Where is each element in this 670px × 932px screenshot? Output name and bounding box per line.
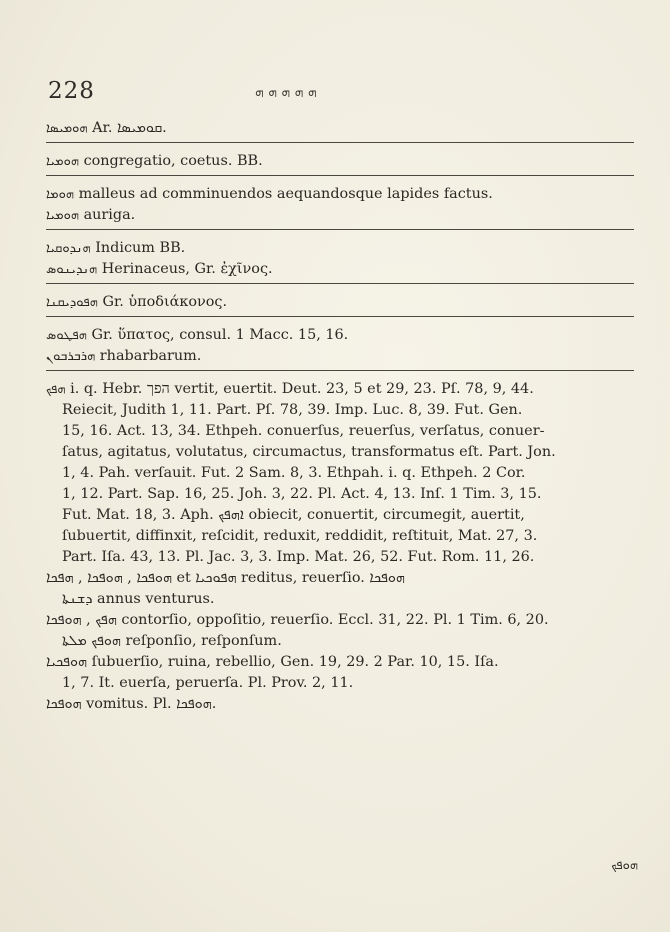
divider-rule bbox=[46, 175, 634, 176]
entry-line: Part. Iſa. 43, 13. Pl. Jac. 3, 3. Imp. Mat. 26, 52. Fut. Rom. 11, 26. bbox=[62, 549, 535, 565]
divider-rule bbox=[46, 370, 634, 371]
entry-line: ſubuertit, diffinxit, reſcidit, reduxit, reddidit, reſtituit, Mat. 27, 3. bbox=[62, 528, 538, 544]
sub-entry-line: 1, 7. It. euerſa, peruerſa. Pl. Prov. 2, 11. bbox=[62, 675, 354, 691]
entry-text: Gr. ὑποδιάκονος. bbox=[102, 294, 228, 310]
entry-line bbox=[46, 379, 636, 400]
entry-auriga bbox=[46, 205, 636, 226]
entry-line: Fut. Mat. 18, 3. Aph. ܐܗܦܟ obiecit, conuertit, circumegit, auertit, bbox=[62, 507, 525, 523]
sub-entry-line: ܕܫܢܬܐ annus venturus. bbox=[62, 591, 215, 607]
entry-line: 1, 4. Pah. verſauit. Fut. 2 Sam. 8, 3. Ethpah. i. q. Ethpeh. 2 Cor. bbox=[62, 465, 526, 481]
entry-line: 1, 12. Part. Sap. 16, 25. Joh. 3, 22. Pl. Act. 4, 13. Inſ. 1 Tim. 3, 15. bbox=[62, 486, 542, 502]
sub-entry-line: ܗܘܦܟ ܡܠܬܐ reſponſio, reſponſum. bbox=[62, 633, 282, 649]
sub-entry-line: ܗܘܦܟܐ , ܗܘܦܟܐ , ܗܦܟܐ et ܗܦܘܟܝܐ reditus, reuerſio. ܗܘܦܟܐ bbox=[46, 570, 405, 586]
entry-text: Ar. ܩܘܡܝܣܐ. bbox=[92, 120, 167, 136]
entry-hefak bbox=[46, 379, 636, 715]
running-head: ܗ ܗ ܗ ܗ ܗ bbox=[255, 84, 317, 100]
sub-entry-line: ܗܦܟ , ܗܘܦܟܐ contorſio, oppoſitio, reuerſio. Eccl. 31, 22. Pl. 1 Tim. 6, 20. bbox=[46, 612, 549, 628]
syriac-headword: ܗܘܡܝܐ bbox=[46, 208, 79, 223]
syriac-headword: ܗܦܘܕܝܩܢܐ bbox=[46, 295, 98, 310]
divider-rule bbox=[46, 229, 634, 230]
dictionary-content bbox=[46, 118, 636, 715]
entry-indicum bbox=[46, 238, 636, 259]
entry-text: malleus ad comminuendos aequandosque lapides factus. bbox=[78, 186, 493, 202]
entry-malleus bbox=[46, 184, 636, 205]
syriac-headword: ܗܘܡܝܐ bbox=[46, 154, 79, 169]
page-header bbox=[0, 78, 670, 110]
entry-arabic bbox=[46, 118, 636, 139]
entry-text: i. q. Hebr. הפך vertit, euertit. Deut. 23, 5 et 29, 23. Pſ. 78, 9, 44. bbox=[70, 381, 534, 397]
entry-text: Indicum BB. bbox=[95, 240, 186, 256]
entry-line: 15, 16. Act. 13, 34. Ethpeh. conuerſus, reuerſus, verſatus, conuer- bbox=[62, 423, 545, 439]
divider-rule bbox=[46, 316, 634, 317]
entry-text: rhabarbarum. bbox=[99, 348, 202, 364]
syriac-headword: ܗܪܒܪܒܘܢ bbox=[46, 349, 96, 364]
sub-entry-line: ܗܘܦܟܐ vomitus. Pl. ܗܘܦܟܐ. bbox=[46, 696, 217, 712]
syriac-headword: ܗܦܛܘܣ bbox=[46, 328, 87, 343]
syriac-headword: ܗܦܟ bbox=[46, 382, 66, 397]
entry-congregatio bbox=[46, 151, 636, 172]
entry-text: auriga. bbox=[83, 207, 136, 223]
syriac-headword: ܗܘܡܝܣܐ bbox=[46, 121, 88, 136]
entry-text: Gr. ὕπατος, consul. 1 Macc. 15, 16. bbox=[91, 327, 349, 343]
entry-text: Herinaceus, Gr. ἐχῖνος. bbox=[101, 261, 273, 277]
entry-line: ſatus, agitatus, volutatus, circumactus, transformatus eſt. Part. Jon. bbox=[62, 444, 556, 460]
syriac-headword: ܗܘܡܐ bbox=[46, 187, 74, 202]
page-number: 228 bbox=[48, 78, 95, 104]
syriac-headword: ܗܢܕܝܢܘܣ bbox=[46, 262, 98, 277]
syriac-headword: ܗܢܕܘܩܝܐ bbox=[46, 241, 91, 256]
entry-herinaceus bbox=[46, 259, 636, 280]
entry-line: Reiecit, Judith 1, 11. Part. Pſ. 78, 39. Imp. Luc. 8, 39. Fut. Gen. bbox=[62, 402, 523, 418]
entry-text: congregatio, coetus. BB. bbox=[83, 153, 263, 169]
divider-rule bbox=[46, 283, 634, 284]
sub-entry-line: ܗܘܦܟܝܐ ſubuerſio, ruina, rebellio, Gen. 19, 29. 2 Par. 10, 15. Iſa. bbox=[46, 654, 499, 670]
catchword: ܗܘܦܟ bbox=[611, 858, 638, 873]
entry-hypatos bbox=[46, 325, 636, 346]
entry-rhabarbarum bbox=[46, 346, 636, 367]
entry-hypodiakonos bbox=[46, 292, 636, 313]
divider-rule bbox=[46, 142, 634, 143]
